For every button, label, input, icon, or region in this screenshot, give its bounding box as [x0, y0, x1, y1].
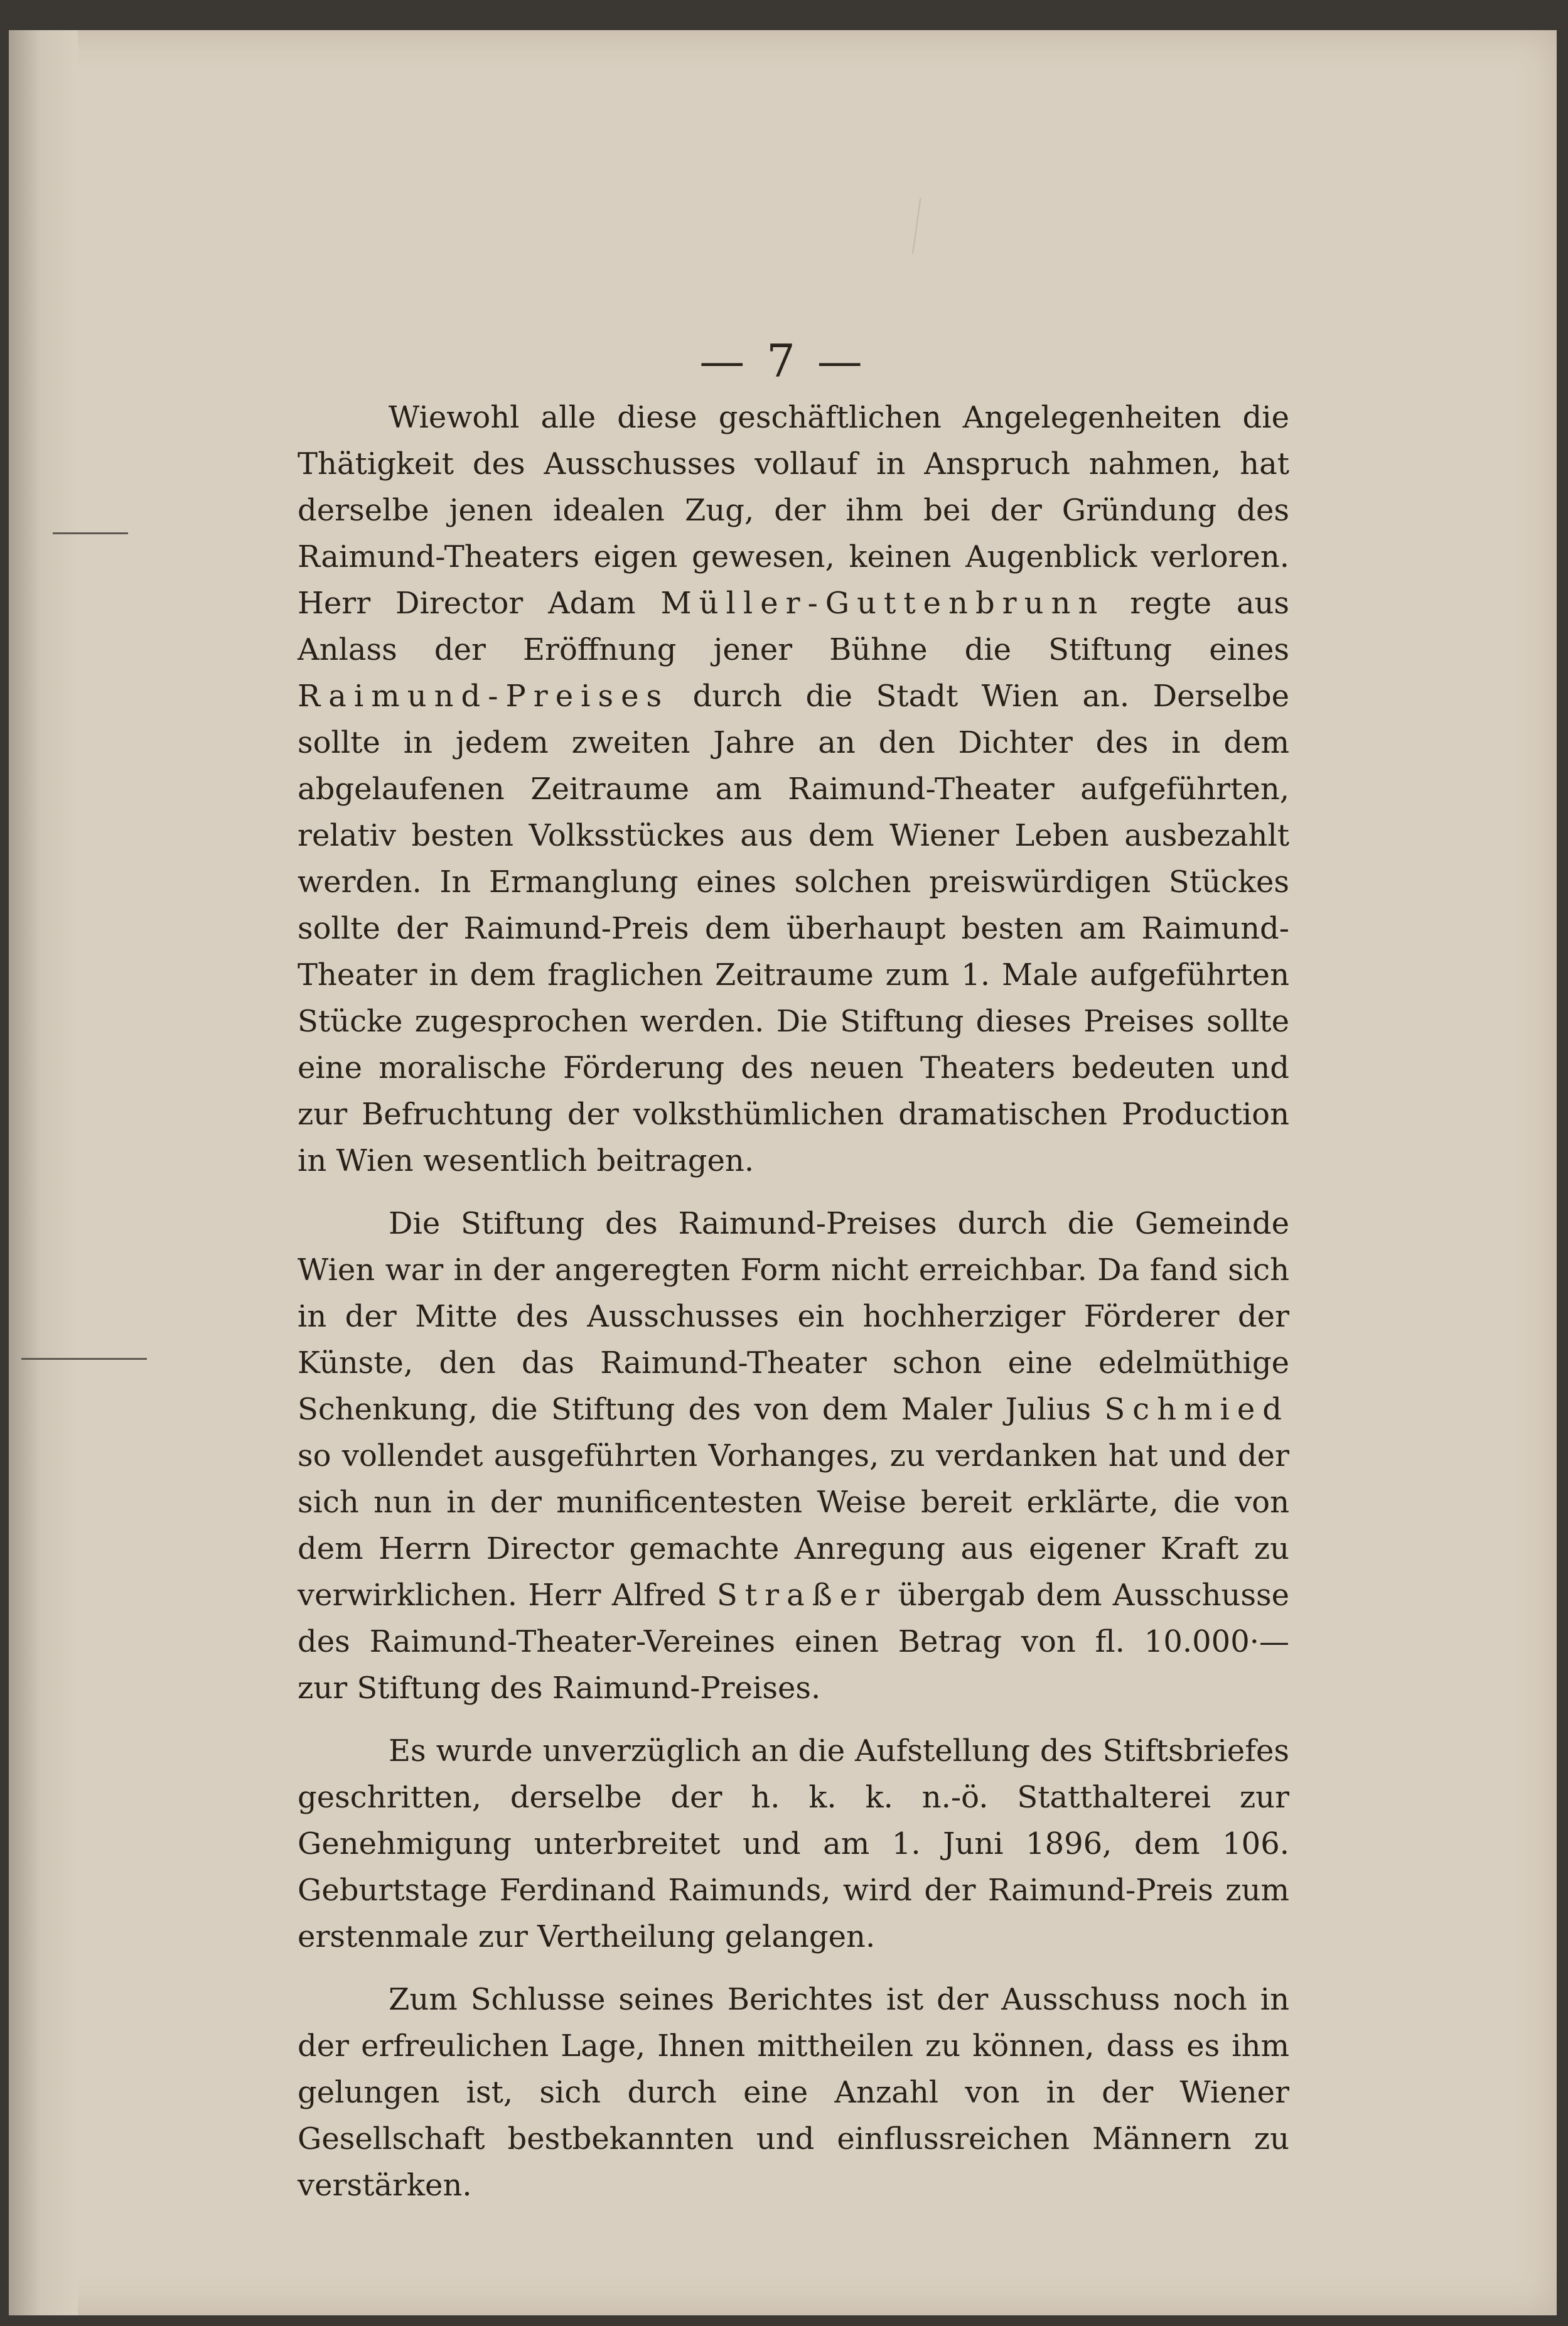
- text-run: so vollendet ausgeführten Vorhanges, zu verdanken hat und der sich nun in der munificentesten Weise bereit erklärte, die von dem Herrn Director gemachte Anregung aus eigener Kraft zu verwirklichen. Herr Alfred: [298, 1438, 1289, 1613]
- body-text: [298, 394, 1289, 2225]
- text-run: Wiewohl alle diese geschäftlichen Angelegenheiten die Thätigkeit des Ausschusses vollauf in Anspruch nahmen, hat derselbe jenen idealen Zug, der ihm bei der Gründung des Raimund-Theaters eigen gewesen, keinen Augenblick verloren. Herr Director Adam: [298, 400, 1289, 621]
- paragraph-4: Zum Schlusse seines Berichtes ist der Ausschuss noch in der erfreulichen Lage, Ihnen mittheilen zu können, dass es ihm gelungen ist, sich durch eine Anzahl von in der Wiener Gesellschaft bestbekannten und einflussreichen Männern zu verstärken.: [298, 1982, 1289, 2203]
- text-run: übergab dem Ausschusse des Raimund-Theater-Vereines einen Betrag von fl. 10.000·— zur Stiftung des Raimund-Preises.: [298, 1578, 1289, 1706]
- spaced-name: Schmied: [1104, 1392, 1289, 1427]
- text-run: durch die Stadt Wien an. Derselbe sollte in jedem zweiten Jahre an den Dichter des in dem abgelaufenen Zeitraume am Raimund-Theater aufgeführten, relativ besten Volksstückes aus dem Wiener Leben ausbezahlt werden. In Ermanglung eines solchen preiswürdigen Stückes sollte der Raimund-Preis dem überhaupt besten am Raimund-Theater in dem fraglichen Zeitraume zum 1. Male aufgeführten Stücke zugesprochen werden. Die Stiftung dieses Preises sollte eine moralische Förderung des neuen Theaters bedeuten und zur Befruchtung der volksthümlichen dramatischen Production in Wien wesentlich beitragen.: [298, 679, 1289, 1178]
- paragraph-3: Es wurde unverzüglich an die Aufstellung des Stiftsbriefes geschritten, derselbe der h. k. k. n.-ö. Statthalterei zur Genehmigung unterbreitet und am 1. Juni 1896, dem 106. Geburtstage Ferdinand Raimunds, wird der Raimund-Preis zum erstenmale zur Vertheilung gelangen.: [298, 1733, 1289, 1954]
- document-page: [9, 30, 1557, 2315]
- text-run: regte aus Anlass der Eröffnung jener Bühne die Stiftung eines: [298, 586, 1290, 667]
- spaced-name: Müller-Guttenbrunn: [660, 586, 1105, 621]
- paragraph-1: [298, 394, 1289, 1184]
- text-run: Die Stiftung des Raimund-Preises durch die Gemeinde Wien war in der angeregten Form nicht erreichbar. Da fand sich in der Mitte des Ausschusses ein hochherziger Förderer der Künste, den das Raimund-Theater schon eine edelmüthige Schenkung, die Stiftung des von dem Maler Julius: [298, 1206, 1289, 1427]
- pencil-mark: [912, 198, 946, 258]
- margin-mark: [53, 532, 128, 534]
- margin-mark: [21, 1358, 147, 1360]
- page-number: — 7 —: [699, 335, 866, 387]
- spaced-name: Straßer: [716, 1578, 888, 1613]
- spaced-name: Raimund-Preises: [298, 679, 670, 714]
- paragraph-2: [298, 1200, 1289, 1711]
